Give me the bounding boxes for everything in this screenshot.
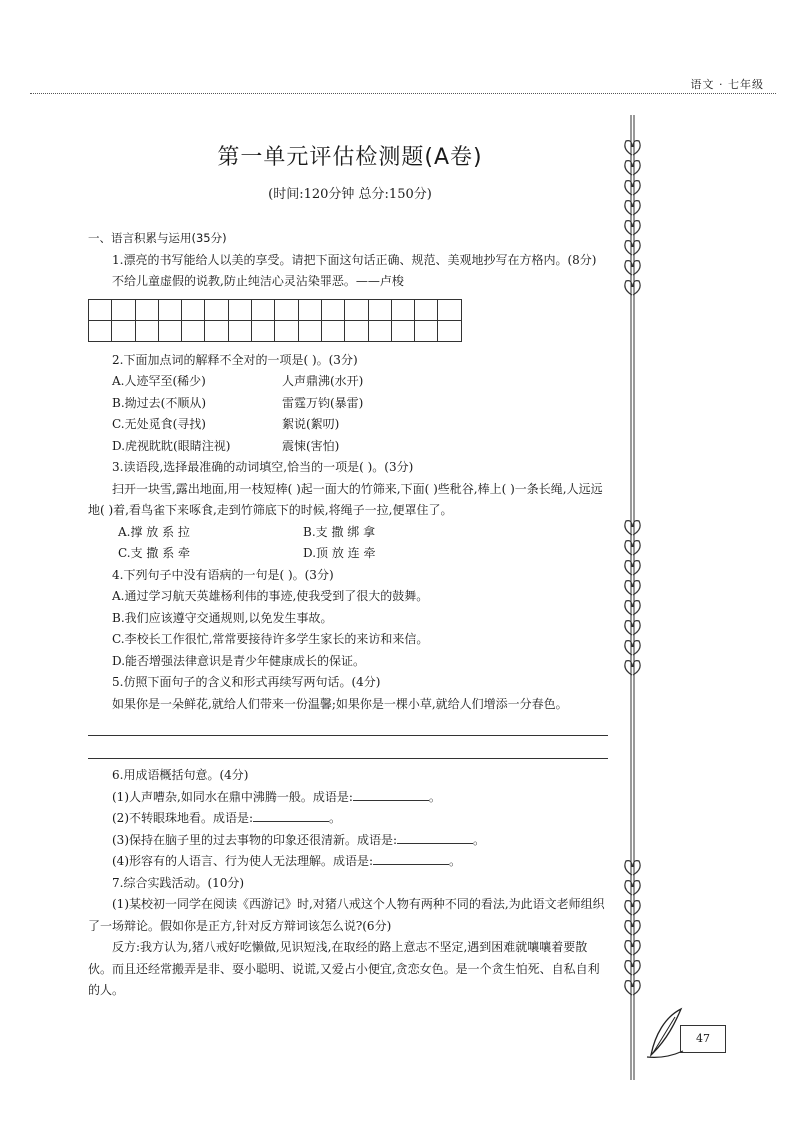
q4-option: D.能否增强法律意识是青少年健康成长的保证。 <box>112 653 366 668</box>
q3-passage: 扫开一块雪,露出地面,用一枝短棒( )起一面大的竹筛来,下面( )些秕谷,棒上( )一条长绳,人远远地( )着,看鸟雀下来啄食,走到竹筛底下的时候,将绳子一拉,便罩住了。 <box>88 481 603 517</box>
q3-option: A.撑 放 系 拉 <box>118 524 190 539</box>
q6-item: (3)保持在脑子里的过去事物的印象还很清新。成语是: 。 <box>88 830 608 852</box>
q3-prompt: 3.读语段,选择最准确的动词填空,恰当的一项是( )。(3分) <box>112 460 414 474</box>
q2-option: B.拗过去(不顺从) <box>112 395 206 410</box>
q2-option: A.人迹罕至(稀少) <box>112 374 206 388</box>
q4-option: C.李校长工作很忙,常常要接待许多学生家长的来访和来信。 <box>112 632 429 646</box>
page-number: 47 <box>680 1025 726 1053</box>
q6-item: (1)人声嘈杂,如同水在鼎中沸腾一般。成语是: 。 <box>88 787 608 809</box>
q3-option: B.支 撒 绑 拿 <box>303 524 376 539</box>
q2-option: D.虎视眈眈(眼睛注视) <box>112 438 231 453</box>
q3-option: C.支 撒 系 牵 <box>118 546 191 560</box>
vine-ornament <box>622 115 650 1080</box>
writing-grid[interactable] <box>88 299 462 342</box>
answer-line[interactable] <box>88 715 608 736</box>
q2-option: 雷霆万钧(暴雷) <box>282 395 364 410</box>
q1-quote: 不给儿童虚假的说教,防止纯洁心灵沾染罪恶。——卢梭 <box>112 274 404 288</box>
feather-icon <box>645 1005 685 1059</box>
q7-sub1: (1)某校初一同学在阅读《西游记》时,对猪八戒这个人物有两种不同的看法,为此语文老师组织了一场辩论。假如你是正方,针对反方辩词该怎么说?(6分) <box>88 897 605 933</box>
q5-prompt: 5.仿照下面句子的含义和形式再续写两句话。(4分) <box>112 675 381 689</box>
section-heading: 一、语言积累与运用(35分) <box>88 231 227 245</box>
q2-option: 人声鼎沸(水开) <box>282 374 364 388</box>
answer-line[interactable] <box>88 738 608 759</box>
q2-prompt: 2.下面加点词的解释不全对的一项是( )。(3分) <box>112 352 358 367</box>
q5-sample: 如果你是一朵鲜花,就给人们带来一份温馨;如果你是一棵小草,就给人们增添一分春色。 <box>112 696 568 711</box>
q2-option: 絮说(絮叨) <box>282 417 340 431</box>
q2-options <box>88 371 608 457</box>
answer-blank[interactable] <box>253 808 329 822</box>
answer-blank[interactable] <box>373 851 449 865</box>
answer-blank[interactable] <box>353 787 429 801</box>
q6-item: (2)不转眼珠地看。成语是: 。 <box>88 808 608 830</box>
q6-item: (4)形容有的人语言、行为使人无法理解。成语是: 。 <box>88 851 608 873</box>
q2-option: C.无处觅食(寻找) <box>112 417 206 431</box>
q3-option: D.顶 放 连 牵 <box>303 546 376 560</box>
q7-prompt: 7.综合实践活动。(10分) <box>112 875 245 890</box>
q4-option: A.通过学习航天英雄杨利伟的事迹,使我受到了很大的鼓舞。 <box>112 589 429 603</box>
q1-prompt: 1.漂亮的书写能给人以美的享受。请把下面这句话正确、规范、美观地抄写在方格内。(8分) <box>112 252 597 267</box>
q7-fan-argument: 反方:我方认为,猪八戒好吃懒做,见识短浅,在取经的路上意志不坚定,遇到困难就嚷嚷着要散伙。而且还经常搬弄是非、耍小聪明、说谎,又爱占小便宜,贪恋女色。是一个贪生怕死、自私自利的人。 <box>88 940 600 997</box>
q2-option: 震悚(害怕) <box>282 438 340 453</box>
q3-options <box>88 522 608 565</box>
header-rule <box>30 93 776 94</box>
page-title: 第一单元评估检测题(A卷) <box>217 145 483 170</box>
answer-blank[interactable] <box>397 830 473 844</box>
exam-time-score: (时间:120分钟 总分:150分) <box>268 187 432 202</box>
q4-prompt: 4.下列句子中没有语病的一句是( )。(3分) <box>112 567 334 582</box>
q6-prompt: 6.用成语概括句意。(4分) <box>112 768 249 782</box>
exam-content <box>88 228 608 1002</box>
header-label: 语文 · 七年级 <box>690 78 764 91</box>
q4-option: B.我们应该遵守交通规则,以免发生事故。 <box>112 610 333 625</box>
